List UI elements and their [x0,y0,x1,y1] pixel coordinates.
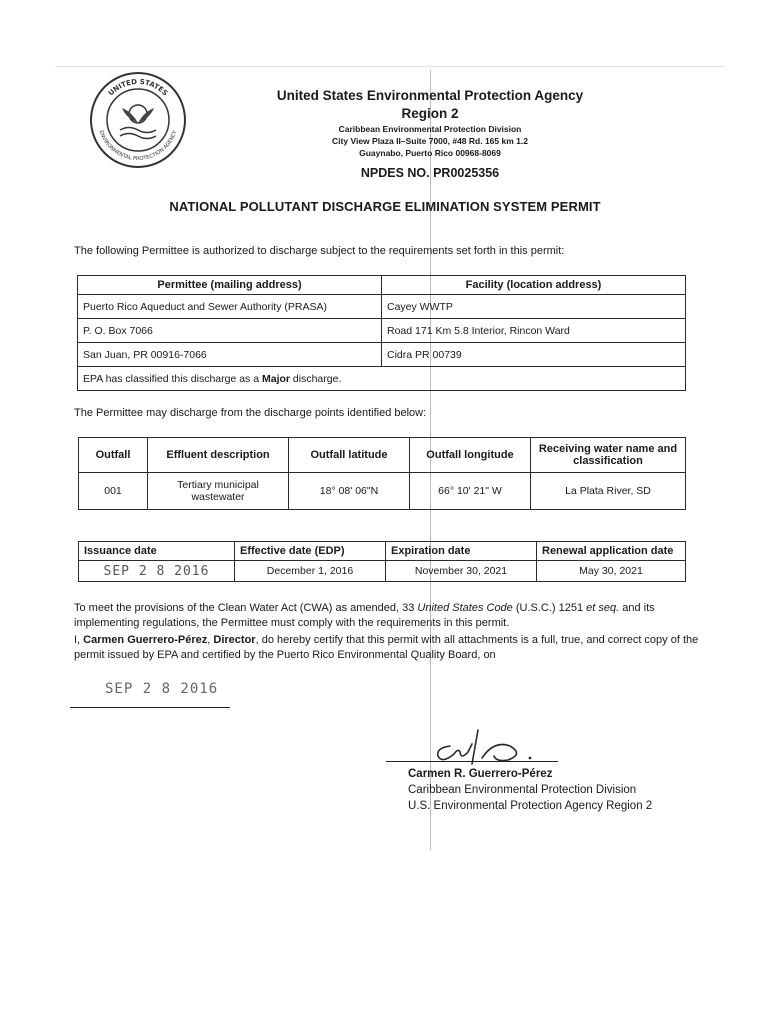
table-row [78,343,686,367]
facility-cell: Cidra PR 00739 [382,343,686,367]
table-row [78,295,686,319]
issuance-header: Issuance date [79,542,235,561]
cwa-paragraph [74,601,704,631]
cert-text: , do hereby certify that this permit with all attachments is a full, true, and correct copy of the permit issued by EPA and certified by the Puerto Rico Environmental Quality Board, on [74,634,699,661]
cwa-text-1: To meet the provisions of the Clean Water Act (CWA) as amended, 33 [74,602,418,614]
classification-prefix: EPA has classified this discharge as a [83,372,262,385]
longitude-cell: 66° 10' 21" W [410,473,531,510]
cwa-italic-1: United States Code [417,602,513,614]
signature-line [386,761,558,762]
date-signature-line [70,707,230,708]
effective-header: Effective date (EDP) [235,542,386,561]
expiration-date: November 30, 2021 [386,561,537,582]
permittee-cell: P. O. Box 7066 [78,319,382,343]
permit-title: NATIONAL POLLUTANT DISCHARGE ELIMINATION SYSTEM PERMIT [169,199,601,214]
handwritten-signature [432,722,552,766]
epa-seal-icon [88,70,188,170]
classification-suffix: discharge. [290,372,342,385]
cwa-text-3: and its implementing regulations, the Permittee must comply with the requirements in this permit. [74,602,655,629]
effective-date: December 1, 2016 [235,561,386,582]
longitude-header: Outfall longitude [410,438,531,473]
facility-header: Facility (location address) [382,276,686,295]
table-row [78,367,686,391]
signer-name: Carmen R. Guerrero-Pérez [408,768,553,780]
signer-division: Caribbean Environmental Protection Division [408,784,637,796]
seal-top-text: UNITED STATES [106,77,170,98]
npdes-number: NPDES NO. PR0025356 [360,166,500,180]
cert-comma: , [207,634,214,646]
facility-cell: Cayey WWTP [382,295,686,319]
table-row [78,319,686,343]
facility-cell: Road 171 Km 5.8 Interior, Rincon Ward [382,319,686,343]
cert-name: Carmen Guerrero-Pérez [83,634,208,646]
outfall-intro-text: The Permittee may discharge from the discharge points identified below: [74,407,427,419]
effluent-cell: Tertiary municipal wastewater [148,473,289,510]
signature-block [408,766,652,814]
receiving-water-cell: La Plata River, SD [531,473,686,510]
cwa-italic-2: et seq. [586,602,620,614]
renewal-date: May 30, 2021 [537,561,686,582]
receiving-water-header: Receiving water name and classification [531,438,686,473]
cert-title: Director [213,634,256,646]
outfall-header: Outfall [79,438,148,473]
division-name: Caribbean Environmental Protection Division [338,124,522,134]
dates-table [78,541,686,582]
permittee-cell: San Juan, PR 00916-7066 [78,343,382,367]
table-row [79,473,686,510]
issuance-date-stamp: SEP 2 8 2016 [79,561,235,582]
seal-bottom-text: ENVIRONMENTAL PROTECTION AGENCY [97,129,179,163]
table-row [79,561,686,582]
signer-agency: U.S. Environmental Protection Agency Region 2 [408,800,653,812]
office-city: Guaynabo, Puerto Rico 00968-8069 [359,148,501,158]
latitude-header: Outfall latitude [289,438,410,473]
agency-name: United States Environmental Protection Agency [276,88,584,103]
intro-text: The following Permittee is authorized to discharge subject to the requirements set forth in this permit: [74,245,565,257]
renewal-header: Renewal application date [537,542,686,561]
discharge-classification [78,367,686,391]
cert-prefix: I, [74,634,84,646]
permittee-cell: Puerto Rico Aqueduct and Sewer Authority (PRASA) [78,295,382,319]
permittee-header: Permittee (mailing address) [78,276,382,295]
outfall-table [78,437,686,510]
permittee-table [77,275,686,391]
effluent-header: Effluent description [148,438,289,473]
classification-value: Major [261,372,290,385]
office-address: City View Plaza II–Suite 7000, #48 Rd. 165 km 1.2 [332,136,528,146]
scan-edge [55,66,725,67]
outfall-cell: 001 [79,473,148,510]
cwa-text-2: (U.S.C.) 1251 [512,602,587,614]
expiration-header: Expiration date [386,542,537,561]
certification-paragraph [74,633,704,663]
latitude-cell: 18° 08' 06"N [289,473,410,510]
certification-date-stamp: SEP 2 8 2016 [105,681,219,697]
svg-text:UNITED STATES [107,78,169,98]
region-name: Region 2 [401,106,459,121]
